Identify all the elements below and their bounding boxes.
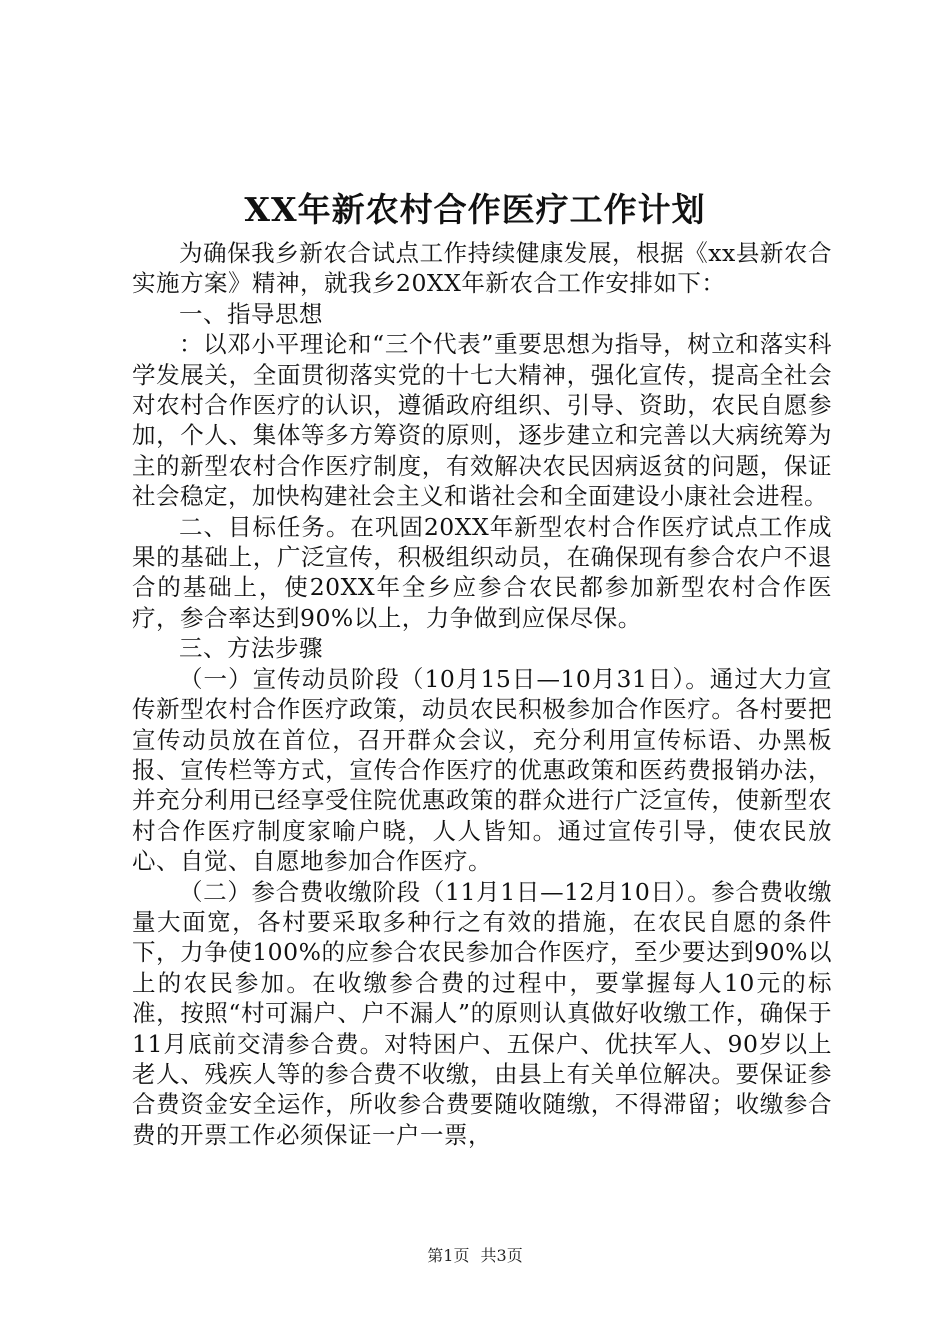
- page-footer: [0, 1245, 950, 1267]
- publicity-stage-paragraph: （一）宣传动员阶段（10月15日—10月31日）。通过大力宣传新型农村合作医疗政策，动员农民积极参加合作医疗。各村要把宣传动员放在首位，召开群众会议，充分利用宣传标语、办黑板报、宣传栏等方式，宣传合作医疗的优惠政策和医药费报销办法，并充分利用已经享受住院优惠政策的群众进行广泛宣传，使新型农村合作医疗制度家喻户晓，人人皆知。通过宣传引导，使农民放心、自觉、自愿地参加合作医疗。: [132, 664, 832, 876]
- fee-collection-paragraph: （二）参合费收缴阶段（11月1日—12月10日）。参合费收缴量大面宽，各村要采取多种行之有效的措施，在农民自愿的条件下，力争使100%的应参合农民参加合作医疗，至少要达到90%以上的农民参加。在收缴参合费的过程中，要掌握每人10元的标准，按照“村可漏户、户不漏人”的原则认真做好收缴工作，确保于11月底前交清参合费。对特困户、五保户、优扶军人、90岁以上老人、残疾人等的参合费不收缴，由县上有关单位解决。要保证参合费资金安全运作，所收参合费要随收随缴，不得滞留；收缴参合费的开票工作必须保证一户一票，: [132, 877, 832, 1149]
- section-heading-methods: 三、方法步骤: [179, 634, 323, 663]
- document-title: XX年新农村合作医疗工作计划: [244, 190, 706, 229]
- intro-paragraph: 为确保我乡新农合试点工作持续健康发展，根据《xx县新农合实施方案》精神，就我乡20XX年新农合工作安排如下：: [132, 239, 832, 298]
- page-total: 共3页: [480, 1246, 523, 1265]
- document-body: [132, 238, 832, 1150]
- objectives-paragraph: 二、目标任务。在巩固20XX年新型农村合作医疗试点工作成果的基础上，广泛宣传，积极组织动员，在确保现有参合农户不退合的基础上，使20XX年全乡应参合农民都参加新型农村合作医疗，参合率达到90%以上，力争做到应保尽保。: [132, 512, 832, 632]
- page-number: 第1页: [427, 1246, 470, 1265]
- section-heading-guiding-ideology: 一、指导思想: [179, 299, 323, 328]
- guiding-ideology-paragraph: ：以邓小平理论和“三个代表”重要思想为指导，树立和落实科学发展关，全面贯彻落实党的十七大精神，强化宣传，提高全社会对农村合作医疗的认识，遵循政府组织、引导、资助，农民自愿参加，个人、集体等多方筹资的原则，逐步建立和完善以大病统筹为主的新型农村合作医疗制度，有效解决农民因病返贫的问题，保证社会稳定，加快构建社会主义和谐社会和全面建设小康社会进程。: [132, 330, 832, 511]
